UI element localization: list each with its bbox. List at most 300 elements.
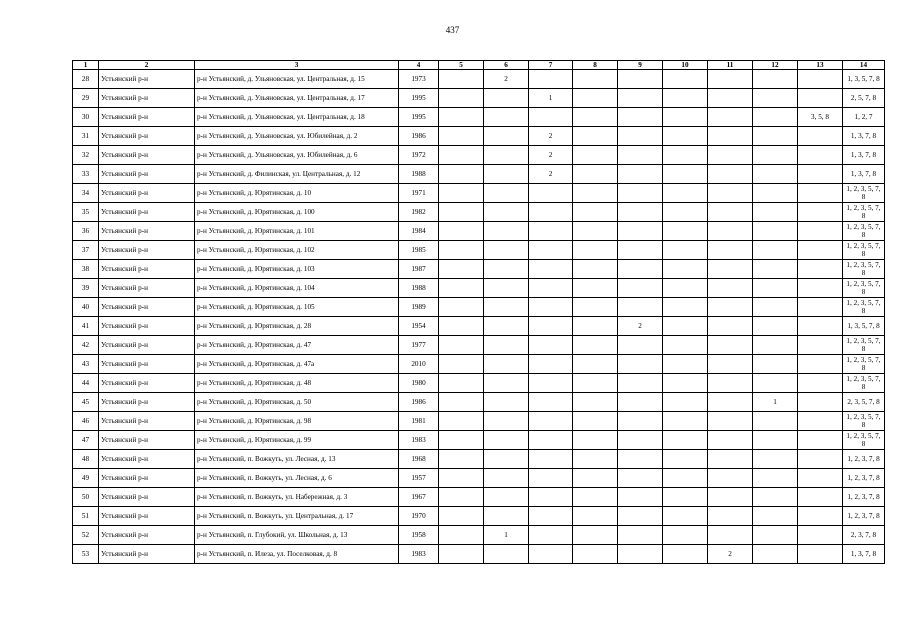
col7-cell: [529, 431, 573, 450]
codes-cell: 1, 2, 3, 7, 8: [843, 450, 885, 469]
year-cell: 1987: [399, 260, 439, 279]
col5-cell: [439, 393, 484, 412]
col11-cell: [708, 355, 753, 374]
col5-cell: [439, 184, 484, 203]
col6-cell: [484, 260, 529, 279]
year-cell: 1972: [399, 146, 439, 165]
district-cell: Устьянский р-н: [99, 393, 195, 412]
col6-cell: [484, 146, 529, 165]
col13-cell: 3, 5, 8: [798, 108, 843, 127]
col12-cell: [753, 108, 798, 127]
address-cell: р-н Устьянский, д. Юрятинская, д. 47а: [195, 355, 399, 374]
col7-cell: [529, 222, 573, 241]
col9-cell: [618, 89, 663, 108]
col9-cell: [618, 279, 663, 298]
table-row: [73, 298, 885, 317]
col12-cell: [753, 336, 798, 355]
codes-cell: 1, 2, 7: [843, 108, 885, 127]
address-cell: р-н Устьянский, д. Юрятинская, д. 98: [195, 412, 399, 431]
col7-cell: [529, 108, 573, 127]
district-cell: Устьянский р-н: [99, 184, 195, 203]
col12-cell: [753, 507, 798, 526]
col7-cell: [529, 507, 573, 526]
table-row: [73, 241, 885, 260]
codes-cell: 1, 2, 3, 5, 7, 8: [843, 203, 885, 222]
col13-cell: [798, 222, 843, 241]
col6-cell: [484, 393, 529, 412]
col7-cell: [529, 241, 573, 260]
row-number: 50: [73, 488, 99, 507]
codes-cell: 2, 3, 5, 7, 8: [843, 393, 885, 412]
col8-cell: [573, 526, 618, 545]
year-cell: 1986: [399, 393, 439, 412]
col5-cell: [439, 412, 484, 431]
col12-cell: [753, 89, 798, 108]
col10-cell: [663, 526, 708, 545]
year-cell: 1995: [399, 108, 439, 127]
table-row: [73, 412, 885, 431]
col7-cell: [529, 184, 573, 203]
column-header-7: 7: [529, 61, 573, 70]
col10-cell: [663, 279, 708, 298]
col8-cell: [573, 488, 618, 507]
col11-cell: [708, 412, 753, 431]
table-body: [73, 70, 885, 564]
district-cell: Устьянский р-н: [99, 127, 195, 146]
col10-cell: [663, 469, 708, 488]
codes-cell: 1, 3, 5, 7, 8: [843, 70, 885, 89]
col10-cell: [663, 507, 708, 526]
col5-cell: [439, 241, 484, 260]
year-cell: 1983: [399, 545, 439, 564]
row-number: 34: [73, 184, 99, 203]
col6-cell: [484, 241, 529, 260]
col13-cell: [798, 545, 843, 564]
col10-cell: [663, 431, 708, 450]
row-number: 38: [73, 260, 99, 279]
address-cell: р-н Устьянский, д. Юрятинская, д. 47: [195, 336, 399, 355]
col8-cell: [573, 545, 618, 564]
col8-cell: [573, 355, 618, 374]
col11-cell: 2: [708, 545, 753, 564]
district-cell: Устьянский р-н: [99, 488, 195, 507]
col9-cell: [618, 184, 663, 203]
address-cell: р-н Устьянский, д. Филинская, ул. Центральная, д. 12: [195, 165, 399, 184]
col8-cell: [573, 298, 618, 317]
col9-cell: [618, 507, 663, 526]
year-cell: 1981: [399, 412, 439, 431]
table-row: [73, 545, 885, 564]
col7-cell: [529, 469, 573, 488]
col11-cell: [708, 298, 753, 317]
col7-cell: [529, 298, 573, 317]
col10-cell: [663, 70, 708, 89]
col10-cell: [663, 336, 708, 355]
col10-cell: [663, 165, 708, 184]
district-cell: Устьянский р-н: [99, 469, 195, 488]
col5-cell: [439, 450, 484, 469]
table-row: [73, 184, 885, 203]
col12-cell: 1: [753, 393, 798, 412]
col5-cell: [439, 222, 484, 241]
year-cell: 1973: [399, 70, 439, 89]
row-number: 43: [73, 355, 99, 374]
codes-cell: 1, 3, 7, 8: [843, 127, 885, 146]
col11-cell: [708, 488, 753, 507]
col10-cell: [663, 203, 708, 222]
col13-cell: [798, 146, 843, 165]
col6-cell: [484, 469, 529, 488]
col12-cell: [753, 298, 798, 317]
year-cell: 1967: [399, 488, 439, 507]
col11-cell: [708, 165, 753, 184]
col11-cell: [708, 469, 753, 488]
address-cell: р-н Устьянский, д. Юрятинская, д. 102: [195, 241, 399, 260]
address-cell: р-н Устьянский, д. Юрятинская, д. 105: [195, 298, 399, 317]
col12-cell: [753, 431, 798, 450]
col8-cell: [573, 203, 618, 222]
col12-cell: [753, 127, 798, 146]
col8-cell: [573, 507, 618, 526]
row-number: 41: [73, 317, 99, 336]
col12-cell: [753, 222, 798, 241]
col13-cell: [798, 450, 843, 469]
col9-cell: [618, 450, 663, 469]
col12-cell: [753, 146, 798, 165]
codes-cell: 1, 3, 7, 8: [843, 146, 885, 165]
col5-cell: [439, 108, 484, 127]
district-cell: Устьянский р-н: [99, 108, 195, 127]
col10-cell: [663, 298, 708, 317]
year-cell: 1983: [399, 431, 439, 450]
address-cell: р-н Устьянский, д. Юрятинская, д. 48: [195, 374, 399, 393]
table-row: [73, 203, 885, 222]
table-row: [73, 469, 885, 488]
row-number: 45: [73, 393, 99, 412]
codes-cell: 1, 2, 3, 5, 7, 8: [843, 298, 885, 317]
col11-cell: [708, 393, 753, 412]
address-cell: р-н Устьянский, п. Глубокий, ул. Школьная, д. 13: [195, 526, 399, 545]
col5-cell: [439, 431, 484, 450]
col12-cell: [753, 469, 798, 488]
col13-cell: [798, 89, 843, 108]
table-row: [73, 393, 885, 412]
col9-cell: [618, 146, 663, 165]
row-number: 39: [73, 279, 99, 298]
col6-cell: [484, 127, 529, 146]
col11-cell: [708, 203, 753, 222]
column-header-10: 10: [663, 61, 708, 70]
year-cell: 1971: [399, 184, 439, 203]
col11-cell: [708, 146, 753, 165]
col6-cell: [484, 450, 529, 469]
col7-cell: [529, 317, 573, 336]
col9-cell: [618, 355, 663, 374]
table-row: [73, 146, 885, 165]
column-header-11: 11: [708, 61, 753, 70]
table-row: [73, 317, 885, 336]
table-row: [73, 507, 885, 526]
address-cell: р-н Устьянский, д. Ульяновская, ул. Юбилейная, д. 6: [195, 146, 399, 165]
col5-cell: [439, 469, 484, 488]
codes-cell: 1, 2, 3, 7, 8: [843, 507, 885, 526]
codes-cell: 1, 2, 3, 5, 7, 8: [843, 431, 885, 450]
address-cell: р-н Устьянский, д. Юрятинская, д. 103: [195, 260, 399, 279]
codes-cell: 2, 5, 7, 8: [843, 89, 885, 108]
col7-cell: [529, 393, 573, 412]
col6-cell: 1: [484, 526, 529, 545]
row-number: 30: [73, 108, 99, 127]
col9-cell: [618, 545, 663, 564]
col9-cell: [618, 165, 663, 184]
codes-cell: 1, 2, 3, 7, 8: [843, 469, 885, 488]
address-cell: р-н Устьянский, д. Ульяновская, ул. Центральная, д. 17: [195, 89, 399, 108]
col8-cell: [573, 374, 618, 393]
col13-cell: [798, 374, 843, 393]
col11-cell: [708, 89, 753, 108]
col8-cell: [573, 165, 618, 184]
row-number: 36: [73, 222, 99, 241]
address-cell: р-н Устьянский, д. Юрятинская, д. 99: [195, 431, 399, 450]
district-cell: Устьянский р-н: [99, 450, 195, 469]
table-row: [73, 488, 885, 507]
col9-cell: [618, 70, 663, 89]
col5-cell: [439, 279, 484, 298]
col13-cell: [798, 127, 843, 146]
col10-cell: [663, 412, 708, 431]
col9-cell: [618, 298, 663, 317]
col5-cell: [439, 355, 484, 374]
col10-cell: [663, 545, 708, 564]
district-cell: Устьянский р-н: [99, 355, 195, 374]
col10-cell: [663, 241, 708, 260]
col7-cell: [529, 450, 573, 469]
col8-cell: [573, 279, 618, 298]
row-number: 42: [73, 336, 99, 355]
col5-cell: [439, 488, 484, 507]
col8-cell: [573, 70, 618, 89]
row-number: 35: [73, 203, 99, 222]
col7-cell: [529, 203, 573, 222]
row-number: 51: [73, 507, 99, 526]
col13-cell: [798, 165, 843, 184]
col5-cell: [439, 317, 484, 336]
row-number: 53: [73, 545, 99, 564]
col12-cell: [753, 412, 798, 431]
col11-cell: [708, 317, 753, 336]
row-number: 49: [73, 469, 99, 488]
col6-cell: [484, 165, 529, 184]
col6-cell: [484, 298, 529, 317]
col8-cell: [573, 89, 618, 108]
table-row: [73, 260, 885, 279]
col10-cell: [663, 146, 708, 165]
district-cell: Устьянский р-н: [99, 89, 195, 108]
col5-cell: [439, 260, 484, 279]
column-header-1: 1: [73, 61, 99, 70]
col6-cell: 2: [484, 70, 529, 89]
col5-cell: [439, 526, 484, 545]
address-cell: р-н Устьянский, д. Ульяновская, ул. Юбилейная, д. 2: [195, 127, 399, 146]
col7-cell: [529, 545, 573, 564]
col11-cell: [708, 222, 753, 241]
col8-cell: [573, 393, 618, 412]
col7-cell: [529, 336, 573, 355]
col8-cell: [573, 336, 618, 355]
column-header-12: 12: [753, 61, 798, 70]
table-row: [73, 89, 885, 108]
table-row: [73, 70, 885, 89]
row-number: 33: [73, 165, 99, 184]
table-row: [73, 279, 885, 298]
district-cell: Устьянский р-н: [99, 203, 195, 222]
column-header-3: 3: [195, 61, 399, 70]
col8-cell: [573, 184, 618, 203]
col5-cell: [439, 507, 484, 526]
address-cell: р-н Устьянский, д. Юрятинская, д. 10: [195, 184, 399, 203]
col5-cell: [439, 203, 484, 222]
district-cell: Устьянский р-н: [99, 260, 195, 279]
col12-cell: [753, 526, 798, 545]
row-number: 37: [73, 241, 99, 260]
col12-cell: [753, 184, 798, 203]
col6-cell: [484, 431, 529, 450]
col12-cell: [753, 260, 798, 279]
col5-cell: [439, 70, 484, 89]
codes-cell: 2, 3, 7, 8: [843, 526, 885, 545]
column-header-9: 9: [618, 61, 663, 70]
col7-cell: [529, 355, 573, 374]
district-cell: Устьянский р-н: [99, 526, 195, 545]
col13-cell: [798, 431, 843, 450]
year-cell: 1989: [399, 298, 439, 317]
col7-cell: 2: [529, 127, 573, 146]
col9-cell: [618, 108, 663, 127]
district-cell: Устьянский р-н: [99, 298, 195, 317]
column-header-8: 8: [573, 61, 618, 70]
district-cell: Устьянский р-н: [99, 146, 195, 165]
col11-cell: [708, 374, 753, 393]
year-cell: 1984: [399, 222, 439, 241]
col5-cell: [439, 545, 484, 564]
address-cell: р-н Устьянский, п. Вожкуть, ул. Набережная, д. 3: [195, 488, 399, 507]
col7-cell: [529, 374, 573, 393]
col13-cell: [798, 241, 843, 260]
col9-cell: [618, 241, 663, 260]
col12-cell: [753, 70, 798, 89]
col8-cell: [573, 146, 618, 165]
district-cell: Устьянский р-н: [99, 241, 195, 260]
col6-cell: [484, 279, 529, 298]
col10-cell: [663, 222, 708, 241]
col12-cell: [753, 279, 798, 298]
table-header: [73, 61, 885, 70]
codes-cell: 1, 2, 3, 5, 7, 8: [843, 374, 885, 393]
row-number: 44: [73, 374, 99, 393]
col10-cell: [663, 89, 708, 108]
address-cell: р-н Устьянский, д. Ульяновская, ул. Центральная, д. 15: [195, 70, 399, 89]
col8-cell: [573, 260, 618, 279]
col13-cell: [798, 203, 843, 222]
year-cell: 1954: [399, 317, 439, 336]
row-number: 47: [73, 431, 99, 450]
col13-cell: [798, 70, 843, 89]
address-cell: р-н Устьянский, п. Вожкуть, ул. Лесная, д. 6: [195, 469, 399, 488]
col10-cell: [663, 393, 708, 412]
col12-cell: [753, 241, 798, 260]
col10-cell: [663, 355, 708, 374]
col13-cell: [798, 260, 843, 279]
table-row: [73, 450, 885, 469]
col7-cell: [529, 260, 573, 279]
col8-cell: [573, 127, 618, 146]
column-header-2: 2: [99, 61, 195, 70]
table-row: [73, 108, 885, 127]
col11-cell: [708, 184, 753, 203]
col10-cell: [663, 108, 708, 127]
col6-cell: [484, 336, 529, 355]
table-row: [73, 165, 885, 184]
district-cell: Устьянский р-н: [99, 507, 195, 526]
year-cell: 2010: [399, 355, 439, 374]
col13-cell: [798, 184, 843, 203]
codes-cell: 1, 2, 3, 7, 8: [843, 488, 885, 507]
col5-cell: [439, 374, 484, 393]
col5-cell: [439, 298, 484, 317]
col9-cell: 2: [618, 317, 663, 336]
column-header-6: 6: [484, 61, 529, 70]
row-number: 40: [73, 298, 99, 317]
address-cell: р-н Устьянский, п. Вожкуть, ул. Центральная, д. 17: [195, 507, 399, 526]
col7-cell: 1: [529, 89, 573, 108]
district-cell: Устьянский р-н: [99, 545, 195, 564]
col13-cell: [798, 393, 843, 412]
year-cell: 1988: [399, 279, 439, 298]
col6-cell: [484, 203, 529, 222]
col8-cell: [573, 469, 618, 488]
col6-cell: [484, 317, 529, 336]
col12-cell: [753, 317, 798, 336]
housing-register-table: [72, 60, 885, 564]
codes-cell: 1, 2, 3, 5, 7, 8: [843, 336, 885, 355]
address-cell: р-н Устьянский, д. Юрятинская, д. 28: [195, 317, 399, 336]
col5-cell: [439, 165, 484, 184]
col11-cell: [708, 431, 753, 450]
table-row: [73, 127, 885, 146]
col9-cell: [618, 526, 663, 545]
year-cell: 1957: [399, 469, 439, 488]
col5-cell: [439, 336, 484, 355]
codes-cell: 1, 3, 7, 8: [843, 545, 885, 564]
codes-cell: 1, 3, 5, 7, 8: [843, 317, 885, 336]
column-header-4: 4: [399, 61, 439, 70]
col6-cell: [484, 184, 529, 203]
col6-cell: [484, 89, 529, 108]
col13-cell: [798, 355, 843, 374]
col5-cell: [439, 89, 484, 108]
district-cell: Устьянский р-н: [99, 431, 195, 450]
col10-cell: [663, 127, 708, 146]
codes-cell: 1, 2, 3, 5, 7, 8: [843, 260, 885, 279]
district-cell: Устьянский р-н: [99, 222, 195, 241]
table-row: [73, 526, 885, 545]
district-cell: Устьянский р-н: [99, 165, 195, 184]
table-row: [73, 431, 885, 450]
address-cell: р-н Устьянский, д. Юрятинская, д. 100: [195, 203, 399, 222]
col13-cell: [798, 469, 843, 488]
col12-cell: [753, 355, 798, 374]
col12-cell: [753, 203, 798, 222]
